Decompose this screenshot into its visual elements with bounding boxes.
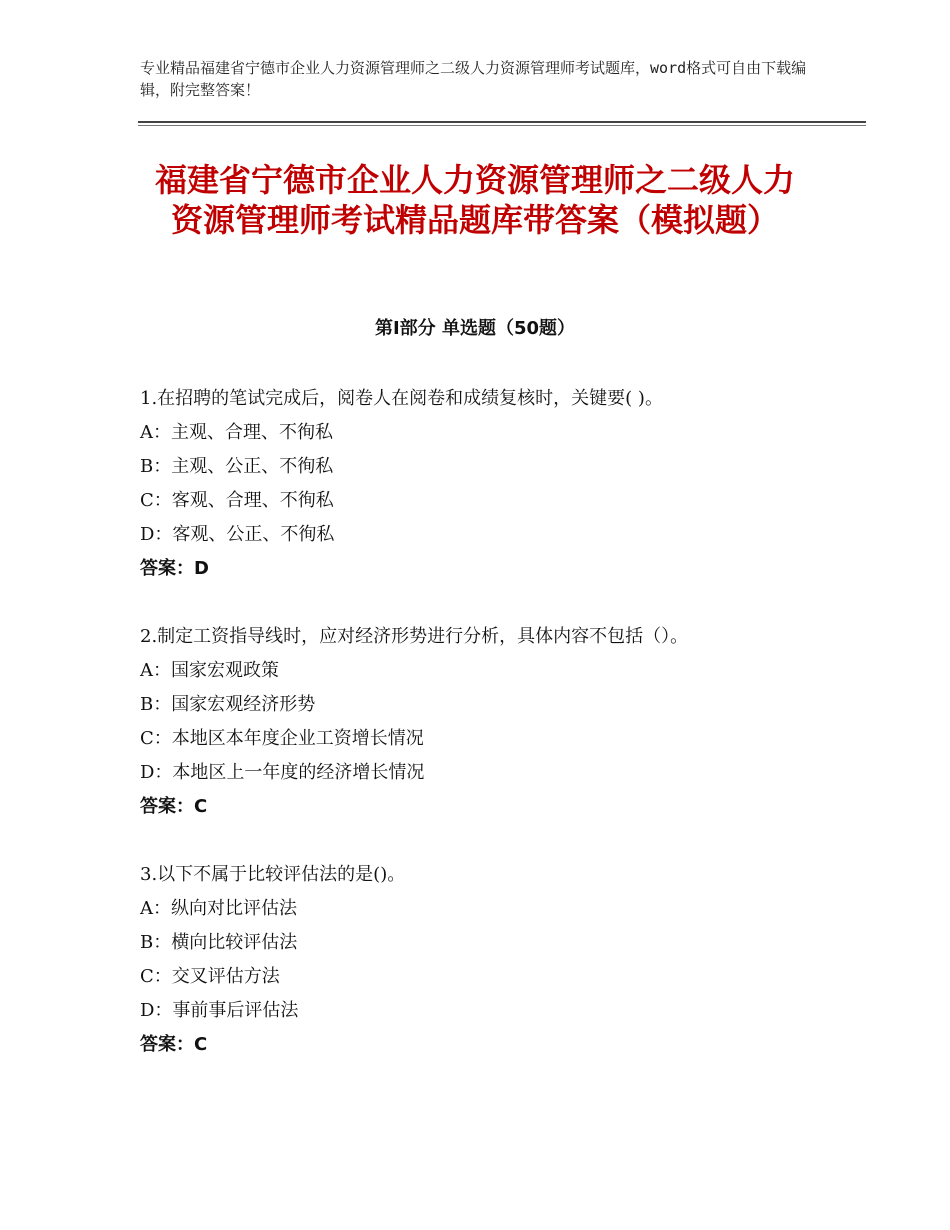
header-rule [138, 121, 866, 126]
option-c: C：本地区本年度企业工资增长情况 [140, 728, 424, 749]
question-list [140, 382, 820, 1096]
option-b: B：横向比较评估法 [140, 932, 298, 953]
question-2 [140, 620, 820, 824]
question-3 [140, 858, 820, 1062]
question-stem: 2.制定工资指导线时，应对经济形势进行分析，具体内容不包括（）。 [140, 626, 689, 647]
option-d: D：事前事后评估法 [140, 1000, 299, 1021]
question-stem: 1.在招聘的笔试完成后，阅卷人在阅卷和成绩复核时，关键要( )。 [140, 388, 663, 409]
header-note: 专业精品福建省宁德市企业人力资源管理师之二级人力资源管理师考试题库，word格式可自由下载编辑，附完整答案！ [140, 59, 807, 99]
option-c: C：客观、合理、不徇私 [140, 490, 334, 511]
answer: 答案：C [140, 796, 208, 817]
option-c: C：交叉评估方法 [140, 966, 280, 987]
option-d: D：客观、公正、不徇私 [140, 524, 335, 545]
section-title: 第Ⅰ部分 单选题（50题） [374, 318, 575, 339]
answer: 答案：D [140, 558, 209, 579]
option-b: B：主观、公正、不徇私 [140, 456, 334, 477]
option-a: A：纵向对比评估法 [140, 898, 297, 919]
option-d: D：本地区上一年度的经济增长情况 [140, 762, 425, 783]
question-stem: 3.以下不属于比较评估法的是()。 [140, 864, 406, 885]
answer: 答案：C [140, 1034, 208, 1055]
option-b: B：国家宏观经济形势 [140, 694, 316, 715]
question-1 [140, 382, 820, 586]
document-title: 福建省宁德市企业人力资源管理师之二级人力资源管理师考试精品题库带答案（模拟题） [154, 161, 795, 239]
option-a: A：国家宏观政策 [140, 660, 279, 681]
option-a: A：主观、合理、不徇私 [140, 422, 333, 443]
header-rule-thin [138, 125, 866, 126]
header-rule-thick [138, 121, 866, 123]
